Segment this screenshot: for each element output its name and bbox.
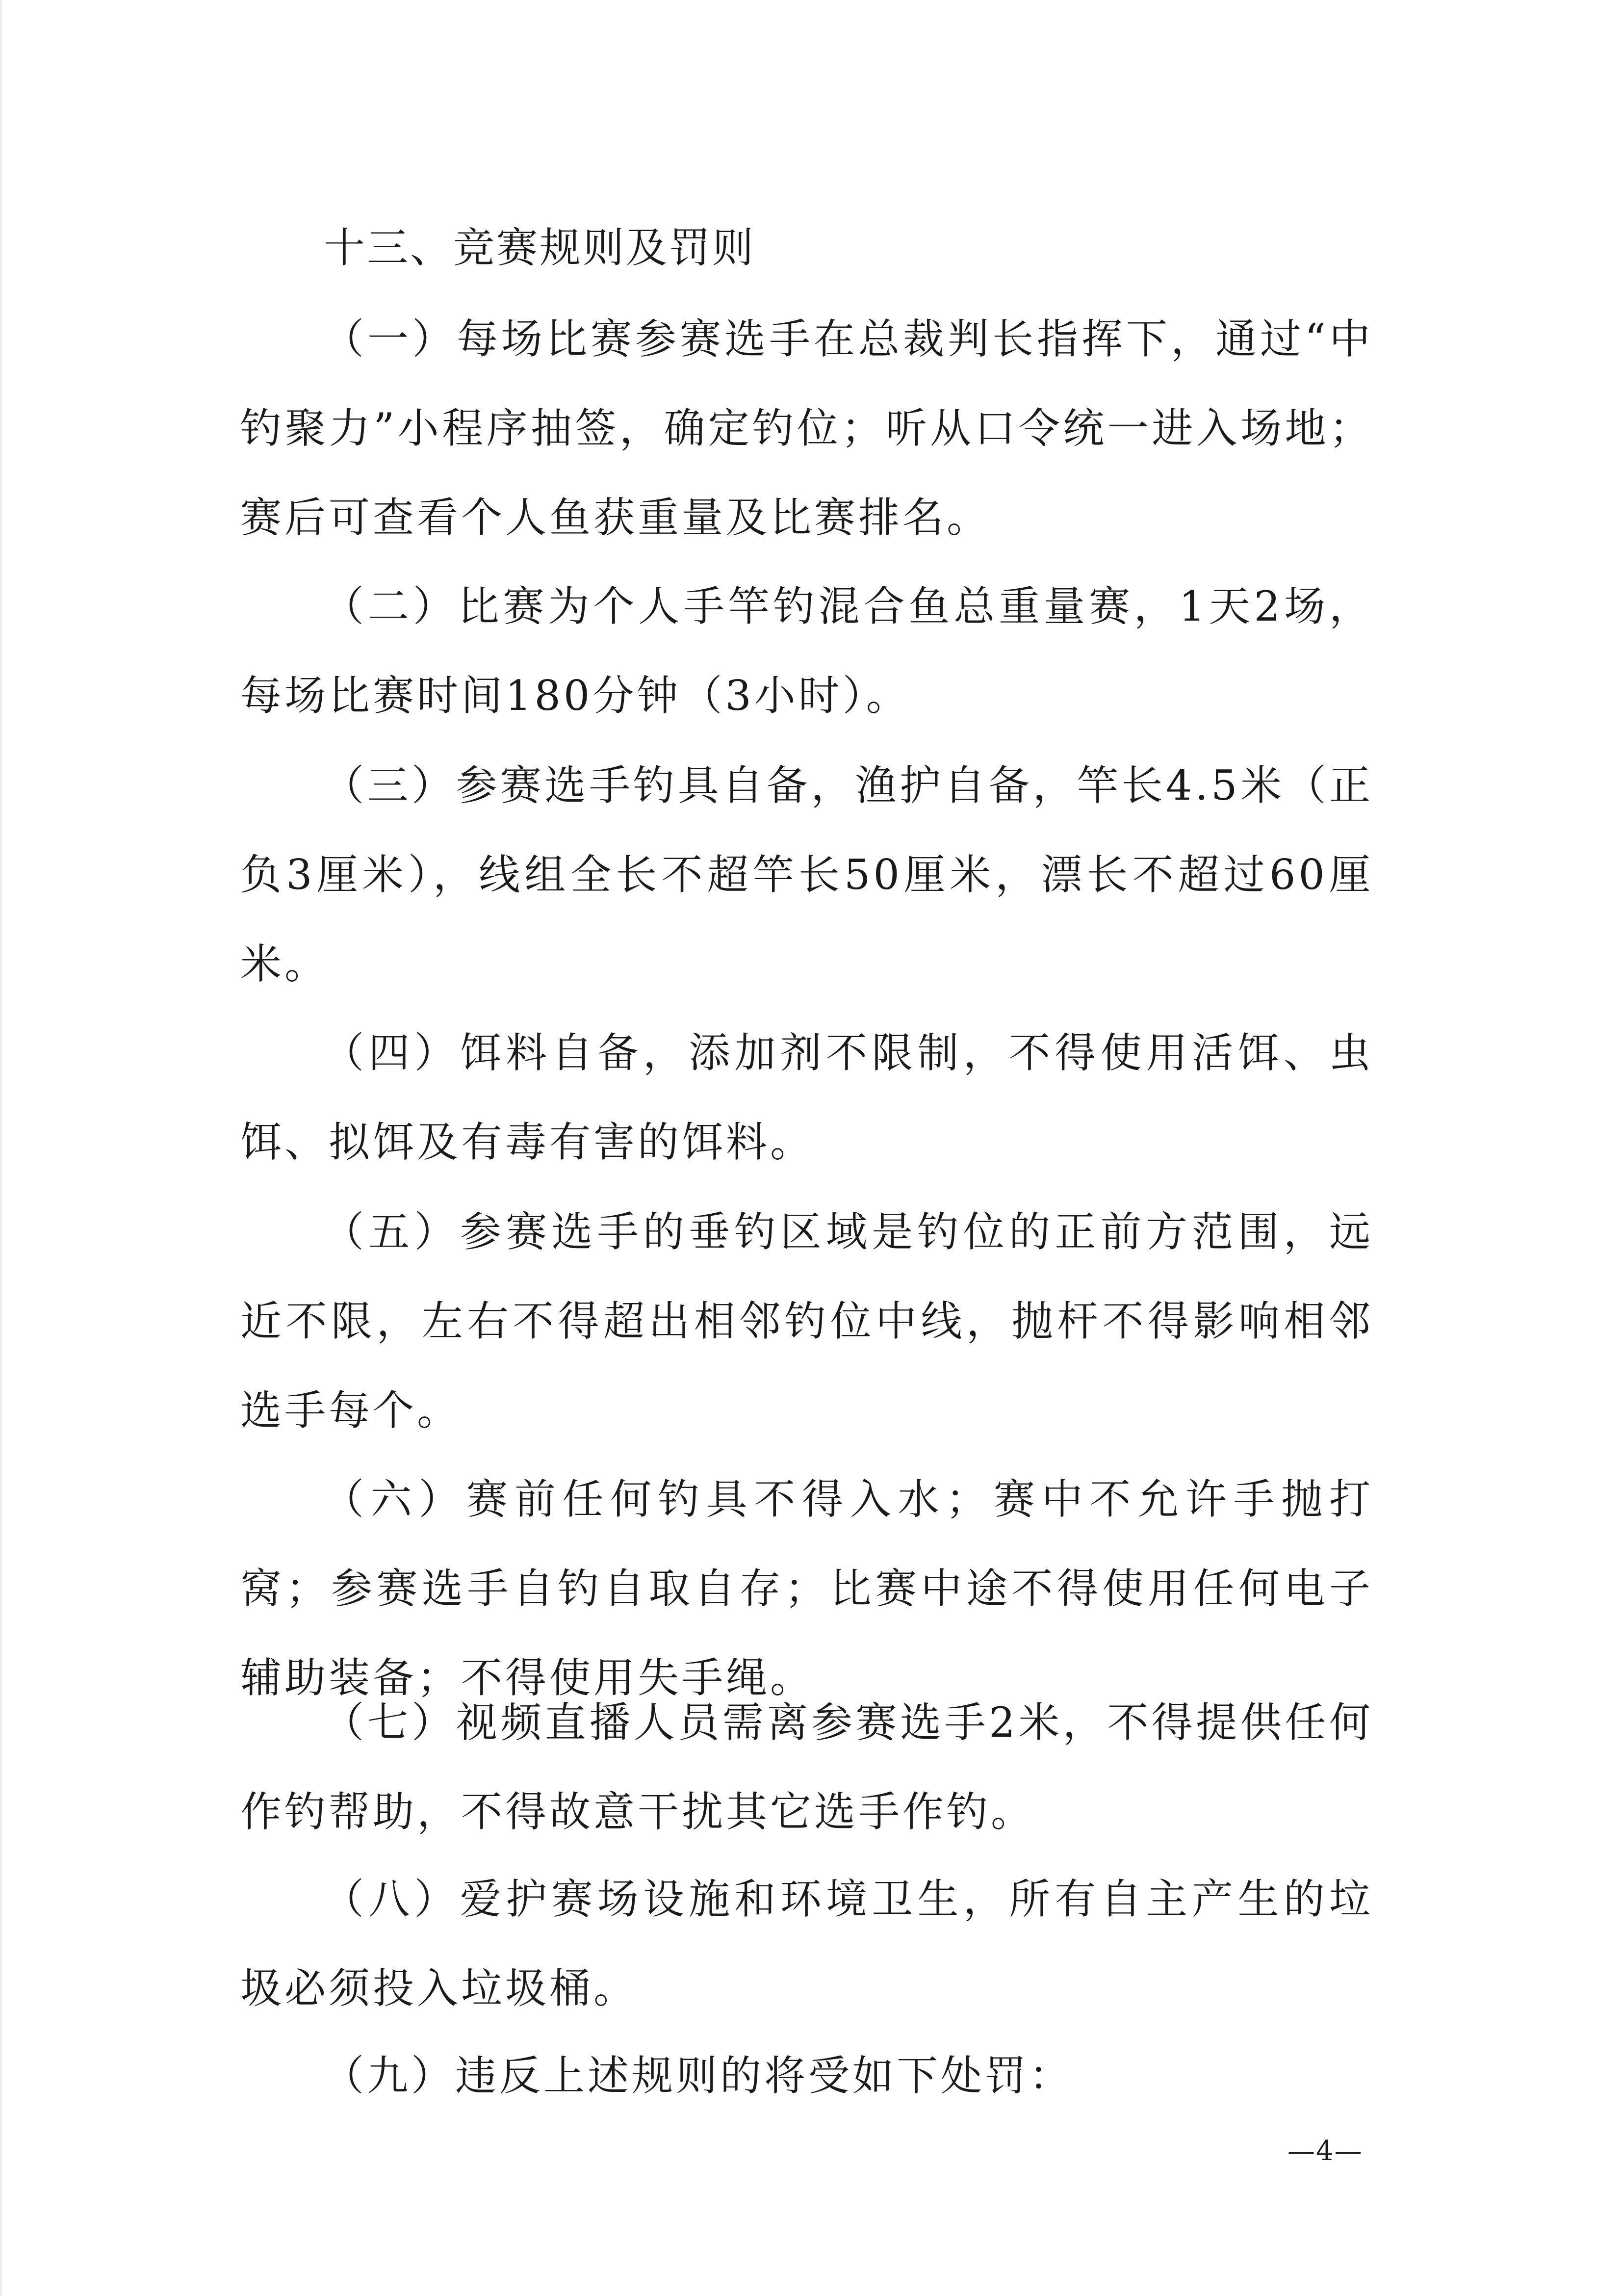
rule-paragraph-4: （四）饵料自备，添加剂不限制，不得使用活饵、虫饵、拟饵及有毒有害的饵料。 — [240, 1029, 1373, 1166]
rule-paragraph-3: （三）参赛选手钓具自备，渔护自备，竿长4.5米（正负3厘米），线组全长不超竿长50厘米，漂长不超过60厘米。 — [240, 761, 1373, 988]
page-edge — [0, 0, 1, 2296]
rule-paragraph-2: （二）比赛为个人手竿钓混合鱼总重量赛，1天2场，每场比赛时间180分钟（3小时）。 — [240, 582, 1373, 720]
page-number: —4— — [1287, 2135, 1363, 2167]
rule-paragraph-1: （一）每场比赛参赛选手在总裁判长指挥下，通过“中钓聚力”小程序抽签，确定钓位；听从口令统一进入场地；赛后可查看个人鱼获重量及比赛排名。 — [240, 315, 1373, 542]
rule-paragraph-6: （六）赛前任何钓具不得入水；赛中不允许手抛打窝；参赛选手自钓自取自存；比赛中途不得使用任何电子辅助装备；不得使用失手绳。 — [240, 1475, 1373, 1702]
rule-paragraph-7: （七）视频直播人员需离参赛选手2米，不得提供任何作钓帮助，不得故意干扰其它选手作钓。 — [240, 1698, 1373, 1836]
rule-paragraph-8: （八）爱护赛场设施和环境卫生，所有自主产生的垃圾必须投入垃圾桶。 — [240, 1875, 1373, 2012]
rule-paragraph-5: （五）参赛选手的垂钓区域是钓位的正前方范围，远近不限，左右不得超出相邻钓位中线，抛杆不得影响相邻选手每个。 — [240, 1208, 1373, 1435]
rule-paragraph-9: （九）违反上述规则的将受如下处罚： — [323, 2052, 1074, 2100]
section-heading: 十三、竞赛规则及罚则 — [324, 224, 756, 272]
